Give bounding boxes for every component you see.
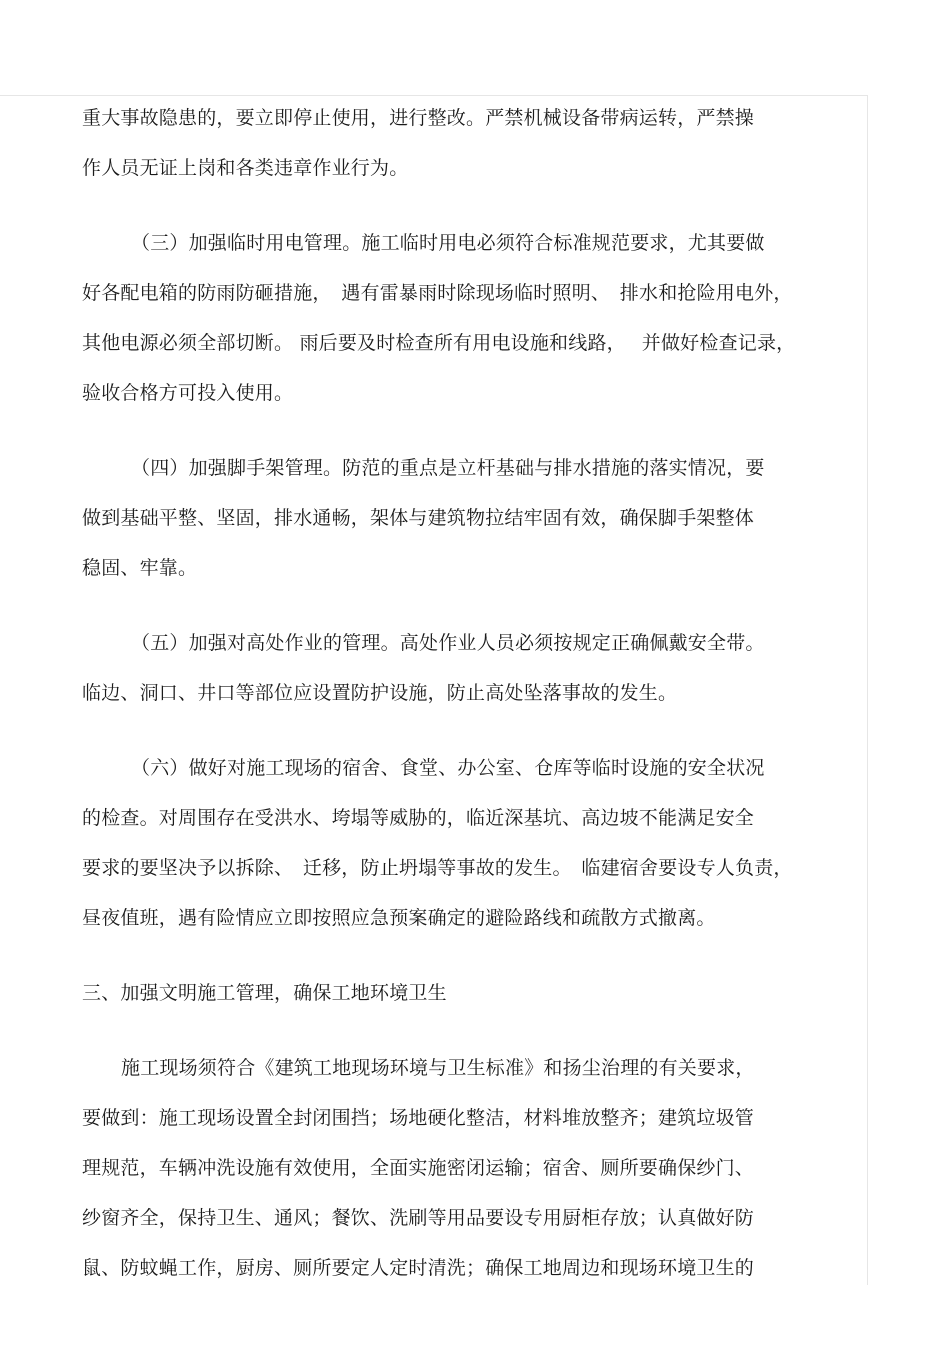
text-line: 做到基础平整、坚固，排水通畅，架体与建筑物拉结牢固有效，确保脚手架整体 bbox=[82, 507, 755, 529]
text-line: 理规范，车辆冲洗设施有效使用，全面实施密闭运输；宿舍、厕所要确保纱门、 bbox=[82, 1157, 755, 1179]
text-line: 验收合格方可投入使用。 bbox=[82, 382, 294, 404]
text-line: 稳固、牢靠。 bbox=[82, 557, 198, 579]
text-line: 作人员无证上岗和各类违章作业行为。 bbox=[82, 157, 409, 179]
section-heading-4: （四）加强脚手架管理。防范的重点是立杆基础与排水措施的落实情况，要 bbox=[131, 457, 765, 479]
section-heading-3: （三）加强临时用电管理。施工临时用电必须符合标准规范要求，尤其要做 bbox=[131, 232, 765, 254]
text-line: 重大事故隐患的，要立即停止使用，进行整改。严禁机械设备带病运转，严禁操 bbox=[82, 107, 755, 129]
text-line: 的检查。对周围存在受洪水、垮塌等威胁的，临近深基坑、高边坡不能满足安全 bbox=[82, 807, 755, 829]
section-heading-6: （六）做好对施工现场的宿舍、食堂、办公室、仓库等临时设施的安全状况 bbox=[131, 757, 765, 779]
text-line: 要求的要坚决予以拆除、 迁移，防止坍塌等事故的发生。 临建宿舍要设专人负责， bbox=[82, 857, 793, 879]
text-line: 纱窗齐全，保持卫生、通风；餐饮、洗刷等用品要设专用厨柜存放；认真做好防 bbox=[82, 1207, 755, 1229]
text-line: 施工现场须符合《建筑工地现场环境与卫生标准》和扬尘治理的有关要求， bbox=[121, 1057, 755, 1079]
text-line: 鼠、防蚊蝇工作，厨房、厕所要定人定时清洗；确保工地周边和现场环境卫生的 bbox=[82, 1257, 755, 1279]
chapter-heading-3: 三、加强文明施工管理，确保工地环境卫生 bbox=[82, 982, 447, 1004]
text-line: 昼夜值班，遇有险情应立即按照应急预案确定的避险路线和疏散方式撤离。 bbox=[82, 907, 716, 929]
text-line: 要做到：施工现场设置全封闭围挡；场地硬化整洁，材料堆放整齐；建筑垃圾管 bbox=[82, 1107, 755, 1129]
section-heading-5: （五）加强对高处作业的管理。高处作业人员必须按规定正确佩戴安全带。 bbox=[131, 632, 765, 654]
text-line: 其他电源必须全部切断。 雨后要及时检查所有用电设施和线路， 并做好检查记录， bbox=[82, 332, 796, 354]
text-line: 临边、洞口、井口等部位应设置防护设施，防止高处坠落事故的发生。 bbox=[82, 682, 678, 704]
text-line: 好各配电箱的防雨防砸措施， 遇有雷暴雨时除现场临时照明、 排水和抢险用电外， bbox=[82, 282, 793, 304]
